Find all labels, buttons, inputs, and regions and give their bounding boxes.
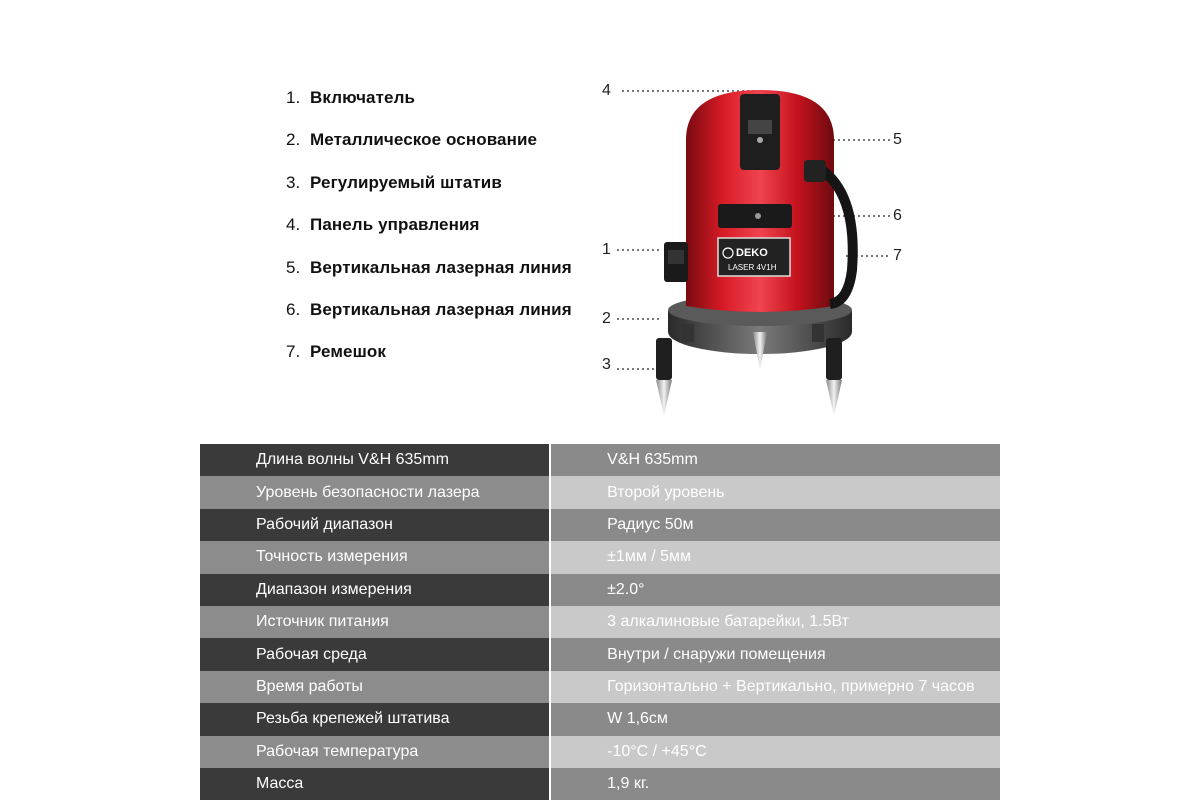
- spec-key: Масса: [200, 768, 549, 800]
- table-row: [200, 703, 1000, 735]
- callout-1: 1: [602, 241, 611, 258]
- spec-value: ±2.0°: [551, 574, 1000, 606]
- parts-legend: [286, 88, 572, 385]
- legend-number: 1.: [286, 88, 301, 107]
- brand-logo: DEKO: [736, 247, 768, 259]
- spec-value: -10°C / +45°C: [551, 736, 1000, 768]
- spec-key: Резьба крепежей штатива: [200, 703, 549, 735]
- legend-label: Металлическое основание: [310, 130, 538, 150]
- legend-item: [286, 300, 572, 342]
- spec-key: Точность измерения: [200, 541, 549, 573]
- table-row: [200, 736, 1000, 768]
- spec-value: W 1,6см: [551, 703, 1000, 735]
- legend-label: Регулируемый штатив: [310, 172, 502, 192]
- legend-number: 5.: [286, 257, 301, 277]
- spec-value: 3 алкалиновые батарейки, 1.5Вт: [551, 606, 1000, 638]
- callout-7: 7: [893, 247, 902, 264]
- legend-item: [286, 130, 572, 172]
- spec-key: Длина волны V&H 635mm: [200, 444, 549, 476]
- spec-key: Рабочая среда: [200, 638, 549, 670]
- spec-key: Уровень безопасности лазера: [200, 476, 549, 508]
- spec-key: Источник питания: [200, 606, 549, 638]
- spec-key: Время работы: [200, 671, 549, 703]
- table-row: [200, 541, 1000, 573]
- model-label: LASER 4V1H: [728, 263, 777, 272]
- legend-label: Вертикальная лазерная линия: [310, 257, 572, 277]
- spec-key: Рабочая температура: [200, 736, 549, 768]
- table-row: [200, 606, 1000, 638]
- legend-number: 2.: [286, 130, 301, 150]
- specs-table: [200, 444, 1000, 800]
- legend-label: Вертикальная лазерная линия: [310, 299, 572, 319]
- table-row: [200, 476, 1000, 508]
- spec-value: Внутри / снаружи помещения: [551, 638, 1000, 670]
- callout-5: 5: [893, 131, 902, 148]
- callout-2: 2: [602, 310, 611, 327]
- spec-key: Рабочий диапазон: [200, 509, 549, 541]
- legend-item: [286, 215, 572, 257]
- callout-4: 4: [602, 82, 611, 99]
- legend-item: [286, 88, 572, 130]
- spec-value: ±1мм / 5мм: [551, 541, 1000, 573]
- legend-item: [286, 173, 572, 215]
- table-row: [200, 638, 1000, 670]
- legend-item: [286, 258, 572, 300]
- legend-item: [286, 342, 572, 384]
- callout-6: 6: [893, 207, 902, 224]
- legend-number: 6.: [286, 299, 301, 319]
- laser-level-illustration: [590, 70, 920, 430]
- spec-value: Радиус 50м: [551, 509, 1000, 541]
- legend-number: 4.: [286, 215, 301, 235]
- callout-3: 3: [602, 356, 611, 373]
- legend-number: 3.: [286, 172, 301, 192]
- legend-label: Ремешок: [310, 342, 386, 362]
- legend-number: 7.: [286, 342, 301, 362]
- table-row: [200, 574, 1000, 606]
- spec-key: Диапазон измерения: [200, 574, 549, 606]
- legend-label: Включатель: [310, 88, 416, 107]
- table-row: [200, 768, 1000, 800]
- laser-level-drawing: [590, 70, 920, 430]
- table-row: [200, 444, 1000, 476]
- spec-value: 1,9 кг.: [551, 768, 1000, 800]
- table-row: [200, 671, 1000, 703]
- legend-label: Панель управления: [310, 215, 480, 235]
- table-row: [200, 509, 1000, 541]
- spec-value: Горизонтально + Вертикально, примерно 7 часов: [551, 671, 1000, 703]
- spec-value: V&H 635mm: [551, 444, 1000, 476]
- spec-value: Второй уровень: [551, 476, 1000, 508]
